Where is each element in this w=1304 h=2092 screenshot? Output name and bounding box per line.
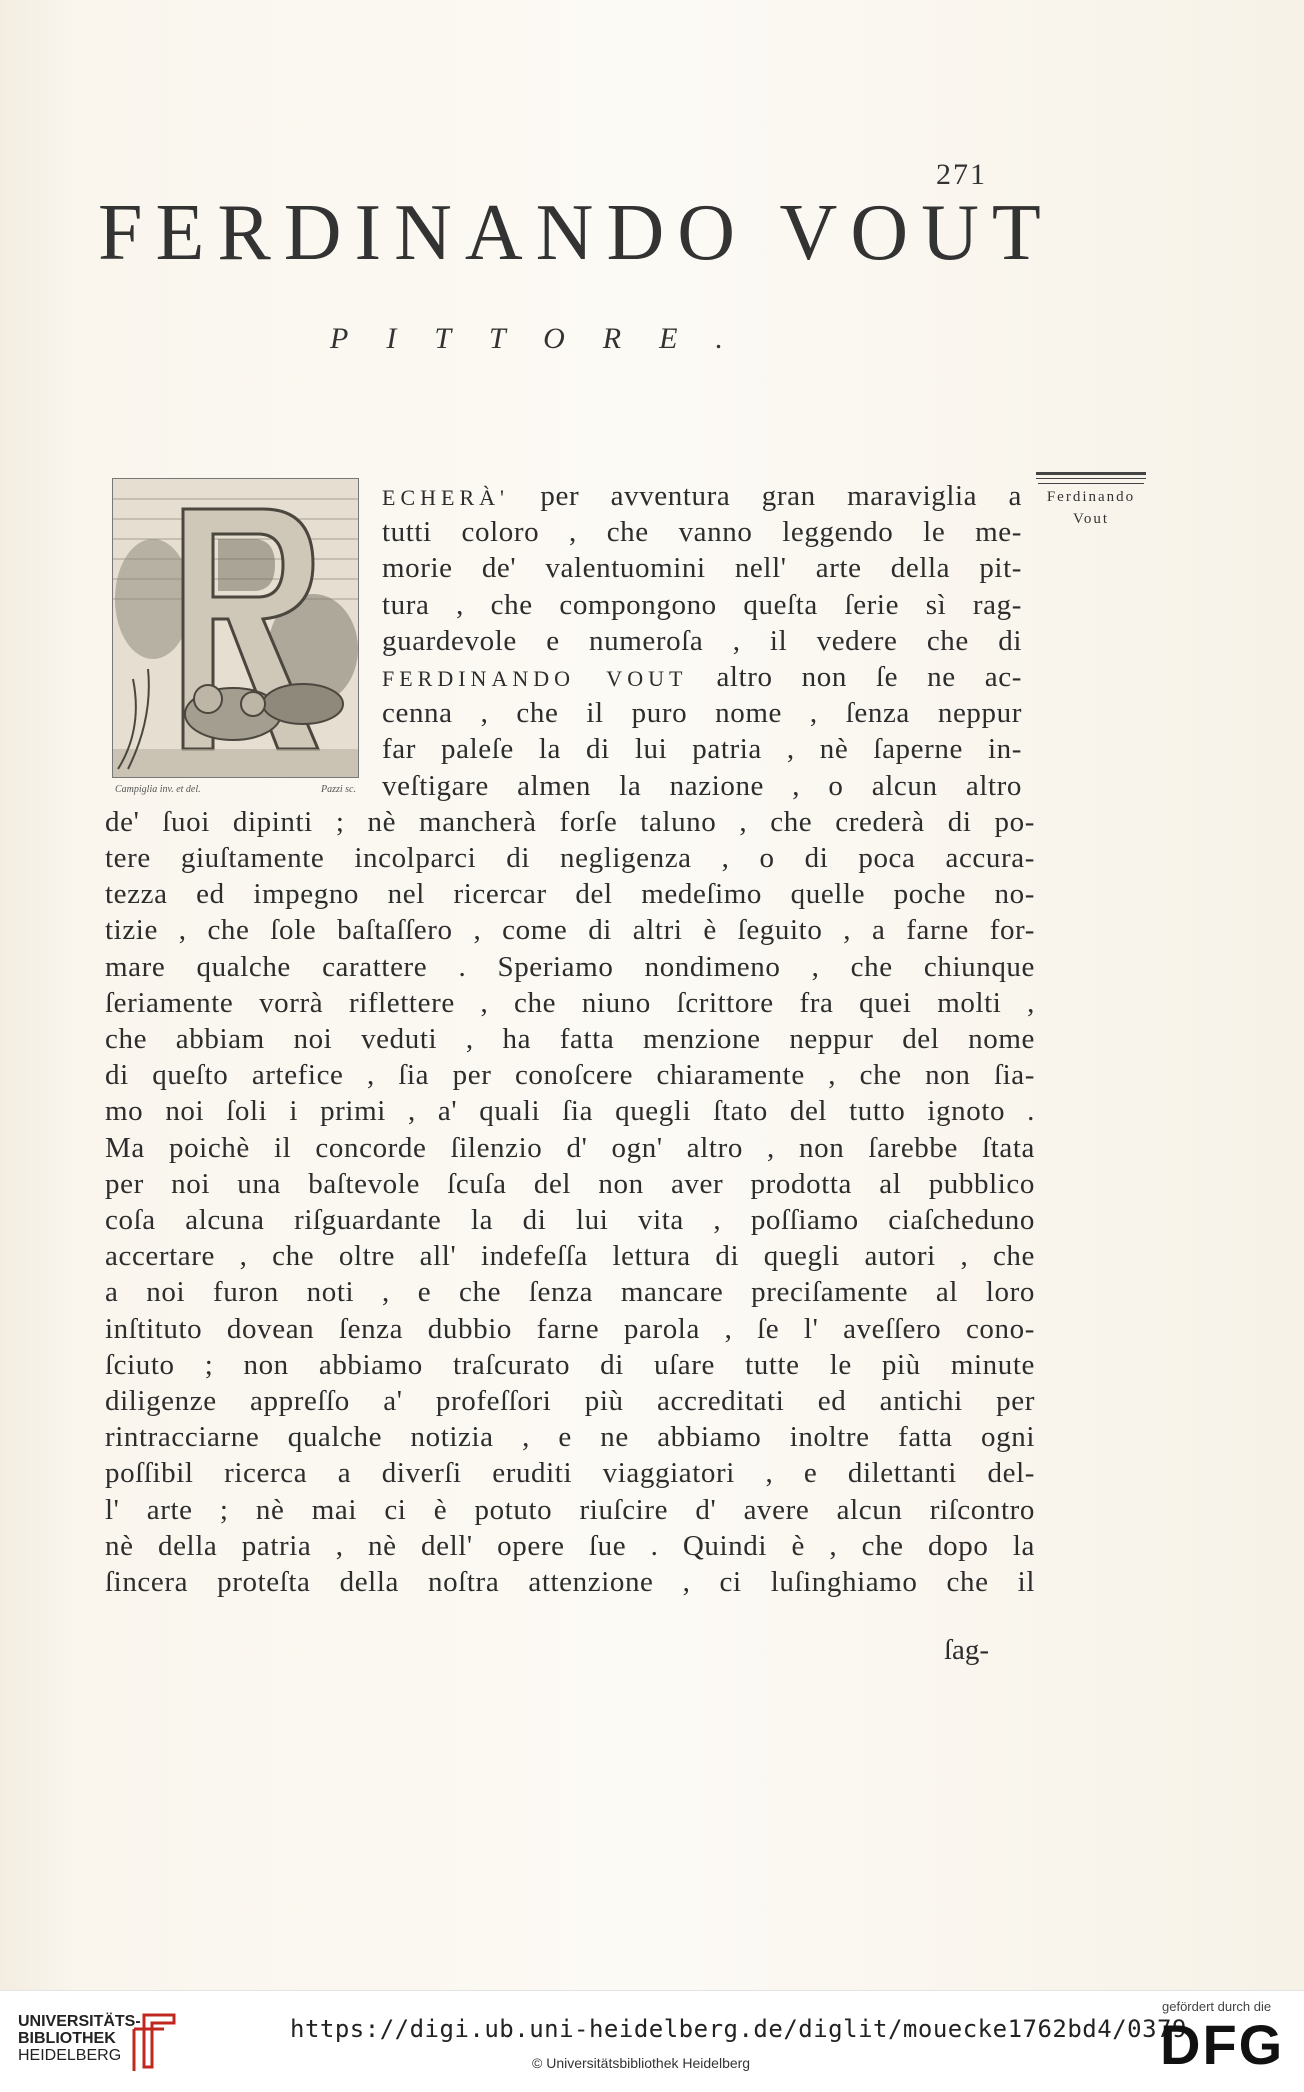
footer-bar <box>0 1990 1304 2092</box>
text-line: de' ſuoi dipinti ; nè mancherà forſe taluno , che crederà di po- <box>105 805 1035 838</box>
text-line: a noi furon noti , e che ſenza mancare preciſamente al loro <box>105 1276 1035 1309</box>
chapter-title: FERDINANDO VOUT <box>98 189 1054 277</box>
initial-engraving <box>113 479 358 777</box>
text-line: ECHERÀ' per avventura gran maraviglia a <box>382 480 1022 512</box>
text-line: per noi una baſtevole ſcuſa del non aver prodotta al pubblico <box>105 1167 1035 1200</box>
initial-signature-right: Pazzi sc. <box>321 784 356 795</box>
text-line: tura , che compongono queſta ſerie sì rag- <box>382 588 1022 621</box>
initial-signature-left: Campiglia inv. et del. <box>115 784 201 795</box>
text-line: FERDINANDO VOUT altro non ſe ne ac- <box>382 661 1022 693</box>
decorated-initial <box>112 478 359 795</box>
page-number: 271 <box>936 158 987 191</box>
text-line: inſtituto dovean ſenza dubbio farne parola , ſe l' aveſſero cono- <box>105 1312 1035 1345</box>
text-line: di queſto artefice , ſia per conoſcere chiaramente , che non ſia- <box>105 1059 1035 1092</box>
text-line: accertare , che oltre all' indefeſſa lettura di quegli autori , che <box>105 1240 1035 1273</box>
permalink-url[interactable]: https://digi.ub.uni-heidelberg.de/diglit/mouecke1762bd4/0379 <box>290 2015 1187 2043</box>
text-line: Ma poichè il concorde ſilenzio d' ogn' altro , non ſarebbe ſtata <box>105 1131 1035 1164</box>
margin-note-line: Vout <box>1072 511 1110 527</box>
text-line: ſincera proteſta della noſtra attenzione , ci luſinghiamo che il <box>105 1566 1035 1598</box>
chapter-subtitle: PITTORE. <box>330 322 761 355</box>
sponsor-label: gefördert durch die <box>1162 1999 1272 2014</box>
logo-text: HEIDELBERG <box>18 2047 122 2064</box>
text-line: tezza ed impegno nel ricercar del medeſimo quelle poche no- <box>105 878 1035 911</box>
text-line: tizie , che ſole baſtaſſero , come di altri è ſeguito , a farne for- <box>105 914 1035 947</box>
copyright-notice: © Universitätsbibliothek Heidelberg <box>532 2055 751 2071</box>
text-line: l' arte ; nè mai ci è potuto riuſcire d' avere alcun riſcontro <box>105 1493 1035 1526</box>
dfg-logo[interactable]: DFG <box>1160 2013 1285 2076</box>
text-line: morie de' valentuomini nell' arte della pit- <box>382 552 1022 585</box>
text-line: mo noi ſoli i primi , a' quali ſia quegli ſtato del tutto ignoto . <box>105 1095 1035 1128</box>
library-emblem-icon <box>130 2009 178 2073</box>
text-line: mare qualche carattere . Speriamo nondimeno , che chiunque <box>105 950 1035 983</box>
text-line: tutti coloro , che vanno leggendo le me- <box>382 516 1022 549</box>
text-line: cenna , che il puro nome , ſenza neppur <box>382 697 1022 730</box>
text-line: veſtigare almen la nazione , o alcun altro <box>382 769 1022 802</box>
catchword: ſag- <box>944 1634 990 1666</box>
library-logo[interactable] <box>18 2013 141 2064</box>
margin-rule <box>1036 472 1146 479</box>
margin-note-line: Ferdinando <box>1046 489 1136 505</box>
text-line: rintracciarne qualche notizia , e ne abbiamo inoltre fatta ogni <box>105 1421 1035 1454</box>
text-line: poſſibil ricerca a diverſi eruditi viaggiatori , e dilettanti del- <box>105 1457 1035 1490</box>
logo-text: BIBLIOTHEK <box>18 2030 116 2047</box>
text-line: ſciuto ; non abbiamo traſcurato di uſare tutte le più minute <box>105 1348 1035 1381</box>
text-line: ſeriamente vorrà riflettere , che niuno ſcrittore fra quei molti , <box>105 986 1035 1019</box>
text-line: tere giuſtamente incolparci di negligenza , o di poca accura- <box>105 842 1035 874</box>
text-line: diligenze appreſſo a' profeſſori più accreditati ed antichi per <box>105 1385 1035 1417</box>
text-line: che abbiam noi veduti , ha fatta menzione neppur del nome <box>105 1023 1035 1055</box>
text-line: guardevole e numeroſa , il vedere che di <box>382 624 1022 657</box>
margin-rule-thin <box>1038 483 1144 484</box>
text-line: far paleſe la di lui patria , nè ſaperne in- <box>382 733 1022 766</box>
text-line: nè della patria , nè dell' opere ſue . Quindi è , che dopo la <box>105 1529 1035 1562</box>
text-line: coſa alcuna riſguardante la di lui vita , poſſiamo ciaſcheduno <box>105 1204 1035 1236</box>
logo-text: UNIVERSITÄTS- <box>18 2013 141 2030</box>
margin-note <box>1030 472 1152 530</box>
